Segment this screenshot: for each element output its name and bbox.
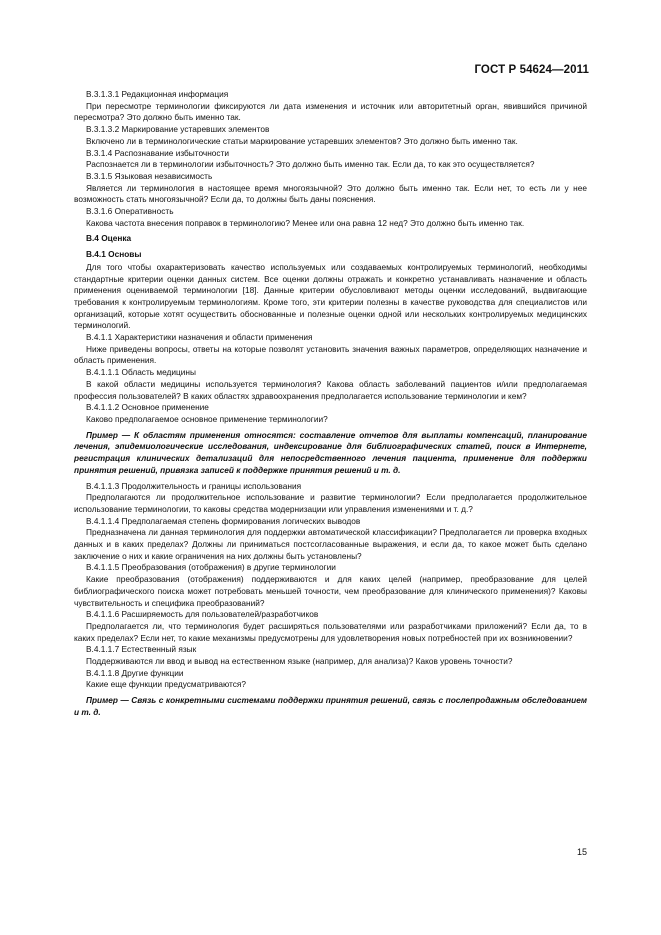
document-body — [74, 89, 587, 723]
clause-heading: В.3.1.4 Распознавание избыточности — [86, 147, 229, 158]
paragraph: Какие преобразования (отображения) поддерживаются и для каких целей (например, преобразование для целей библиографического поиска может потребовать меньшей точности, чем преобразование для клинического применения)? Каковы чувствительность и специфика преобразований? — [74, 574, 587, 608]
standard-number-header: ГОСТ Р 54624—2011 — [474, 64, 589, 76]
page-number: 15 — [576, 847, 587, 857]
paragraph: Каково предполагаемое основное применение терминологии? — [86, 413, 328, 424]
paragraph: Является ли терминология в настоящее время многоязычной? Это должно быть именно так. Если нет, то есть ли у нее возможность стать многоязычной? Если да, то должны быть даны пояснения. — [74, 182, 587, 205]
clause-heading: В.4.1.1.4 Предполагаемая степень формирования логических выводов — [86, 515, 361, 526]
paragraph: Предполагаются ли продолжительное использование и развитие терминологии? Если предполагается продолжительное использование терминологии, то каковы средства модернизации или управления изменениями и т. д.? — [74, 492, 587, 514]
clause-heading: В.4.1.1 Характеристики назначения и области применения — [86, 332, 313, 343]
example-note: Пример — К областям применения относятся: составление отчетов для выплаты компенсаций, планирование лечения, эпидемиологические исследования, индексирование для библиографических статей, поиск в Интернете, регистрация клинических детализаций для непосредственного лечения пациента, применение для поддержки принятия решений, привязка записей к поддержке принятия решений и т. д. — [74, 429, 587, 475]
paragraph: Включено ли в терминологические статьи маркирование устаревших элементов? Это должно быть именно так. — [86, 135, 518, 146]
clause-heading: В.3.1.5 Языковая независимость — [86, 170, 213, 181]
clause-heading: В.4.1.1.2 Основное применение — [86, 402, 209, 413]
paragraph: Распознается ли в терминологии избыточность? Это должно быть именно так. Если да, то как это осуществляется? — [86, 159, 535, 170]
paragraph: Поддерживаются ли ввод и вывод на естественном языке (например, для анализа)? Каков уровень точности? — [86, 656, 513, 667]
paragraph: Ниже приведены вопросы, ответы на которые позволят установить значения важных параметров, определяющих назначение и область применения. — [74, 343, 587, 366]
paragraph: Предполагается ли, что терминология будет расширяться пользователями или разработчиками приложений? Если да, то в каких пределах? Если нет, то какие механизмы предусмотрены для удовлетворения новых потребностей при их возникновении? — [74, 620, 587, 643]
clause-heading: В.3.1.6 Оперативность — [86, 206, 174, 217]
clause-heading: В.4.1.1.3 Продолжительность и границы использования — [86, 480, 302, 491]
clause-heading: В.3.1.3.2 Маркирование устаревших элементов — [86, 124, 270, 135]
paragraph: В какой области медицины используется терминология? Какова область заболеваний пациентов и/или предполагаемая профессия пользователей? В каких областях здравоохранения предполагается использование терминологии и кем? — [74, 378, 587, 401]
clause-heading: В.4.1.1.8 Другие функции — [86, 667, 184, 678]
clause-heading: В.3.1.3.1 Редакционная информация — [86, 89, 229, 99]
example-note: Пример — Связь с конкретными системами поддержки принятия решений, связь с послепродажным обследованием и т. д. — [74, 695, 587, 717]
section-heading: В.4 Оценка — [86, 233, 132, 244]
paragraph: Какие еще функции предусматриваются? — [86, 679, 247, 690]
paragraph: Для того чтобы охарактеризовать качество используемых или создаваемых контролируемых терминологий, необходимы стандартные критерии оценки данных систем. Все оценки должны отражать и конкретно устанавливать назначение и область применения оцениваемой терминологии [18]. Данные критерии обусловливают методы оценки исследований, выдвигающие требования к контролируемым терминологиям. Кроме того, эти критерии полезны в качестве руководства для специалистов или организаций, которые хотят осуществить обоснованные и полезные оценки одной или нескольких контролируемых медицинских терминологий. — [74, 261, 587, 331]
paragraph: Какова частота внесения поправок в терминологию? Менее или она равна 12 нед? Это должно быть именно так. — [86, 217, 525, 228]
clause-heading: В.4.1.1.6 Расширяемость для пользователей/разработчиков — [86, 609, 319, 620]
clause-heading: В.4.1.1.1 Область медицины — [86, 367, 196, 378]
paragraph: При пересмотре терминологии фиксируются ли дата изменения и источник или авторитетный орган, явившийся причиной пересмотра? Это должно быть именно так. — [74, 100, 587, 123]
clause-heading: В.4.1.1.5 Преобразования (отображения) в другие терминологии — [86, 562, 336, 573]
section-heading: В.4.1 Основы — [86, 249, 142, 260]
paragraph: Предназначена ли данная терминология для поддержки автоматической классификации? Предполагается ли проверка входных данных и в каких пределах? Должны ли приниматься постсогласованные выражения, и если да, то какое может быть сделано заключение о них и какие ограничения на них должны быть установлены? — [74, 527, 587, 561]
clause-heading: В.4.1.1.7 Естественный язык — [86, 644, 197, 655]
